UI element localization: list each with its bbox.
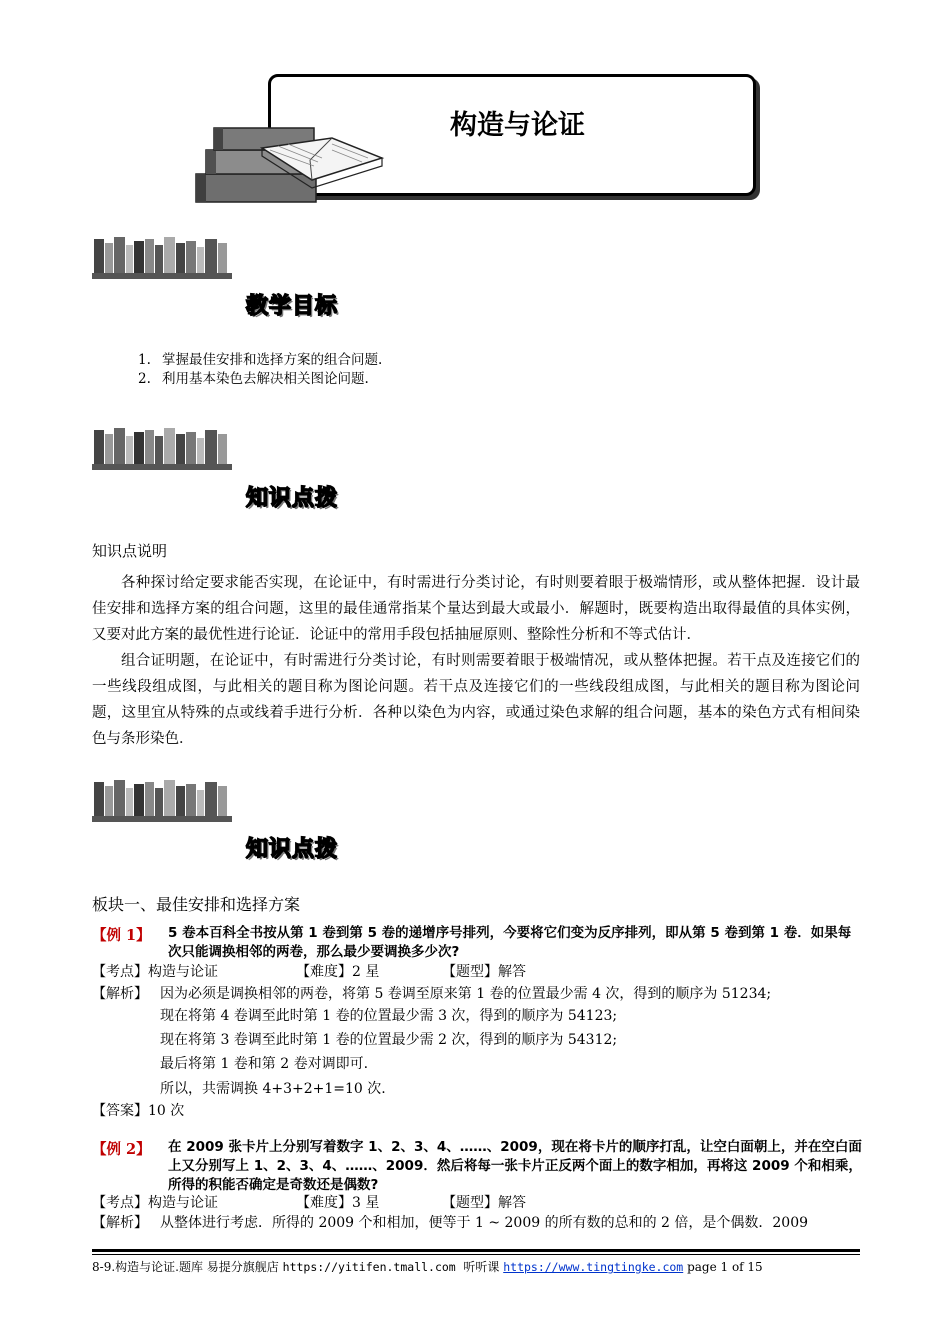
jiexi-line: 现在将第 3 卷调至此时第 1 卷的位置最少需 2 次，得到的顺序为 54312; [160,1032,618,1048]
footer [92,1258,763,1275]
footer-rule-thin [92,1254,860,1255]
bookshelf-icon [92,233,237,281]
kaodian-value: 构造与论证 [148,964,218,980]
goal-item [138,351,382,370]
page-title: 构造与论证 [450,110,585,141]
tixing-label: 【题型】 [442,964,498,980]
knowledge-paragraph: 组合证明题，在论证中，有时需进行分类讨论，有时则需要着眼于极端情况，或从整体把握。若干点及连接它们的一些线段组成图，与此相关的题目称为图论问题。若干点及连接它们的一些线段组成图，与此相关的题目称为图论问题，这里宜从特殊的点或线着手进行分析．各种以染色为内容，或通过染色求解的组合问题，基本的染色方式有相间染色与条形染色． [92,653,860,747]
jiexi-line: 最后将第 1 卷和第 2 卷对调即可. [160,1056,369,1072]
knowledge-heading: 知识点说明 [92,542,168,560]
nandu-value: 3 星 [352,1195,380,1211]
footer-brand-link[interactable]: https://www.tingtingke.com [503,1260,684,1274]
example-meta-row [92,961,218,983]
goal-item [138,370,369,389]
goal-text: 掌握最佳安排和选择方案的组合问题. [162,352,383,368]
kaodian-label: 【考点】 [92,1195,148,1211]
section-title-knowledge: 知识点拨 [246,486,339,511]
knowledge-body [92,570,860,752]
goal-number: 1. [138,352,151,368]
block-heading: 板块一、最佳安排和选择方案 [92,895,301,914]
answer-row [92,1100,184,1122]
goal-number: 2. [138,371,151,387]
section-title-goals: 教学目标 [246,294,339,319]
footer-shop: 易提分旗舰店 [206,1260,279,1274]
bookshelf-icon [92,776,237,824]
example-meta-row [442,961,526,983]
example-label: 【例 1】 [92,927,151,944]
example-meta-row [442,1192,526,1214]
kaodian-label: 【考点】 [92,964,148,980]
jiexi-line: 所以，共需调换 4+3+2+1=10 次. [160,1081,386,1097]
daan-value: 10 次 [148,1103,185,1119]
jiexi-line: 因为必须是调换相邻的两卷，将第 5 卷调至原来第 1 卷的位置最少需 4 次，得到的顺序为 51234; [160,986,772,1002]
jiexi-line: 从整体进行考虑．所得的 2009 个和相加，便等于 1 ~ 2009 的所有数的总和的 2 倍，是个偶数．2009 [160,1215,809,1231]
books-illustration [192,108,392,208]
bookshelf-icon [92,424,237,472]
section-title-knowledge-2: 知识点拨 [246,837,339,862]
footer-rule [92,1249,860,1252]
footer-brand: 听听课 [463,1260,500,1274]
example-label: 【例 2】 [92,1141,151,1158]
footer-doc-name: 8-9.构造与论证.题库 [92,1260,203,1274]
daan-label: 【答案】 [92,1103,148,1119]
jiexi-line: 现在将第 4 卷调至此时第 1 卷的位置最少需 3 次，得到的顺序为 54123; [160,1008,618,1024]
footer-page-number: page 1 of 15 [687,1260,763,1274]
tixing-value: 解答 [498,964,526,980]
tixing-label: 【题型】 [442,1195,498,1211]
tixing-value: 解答 [498,1195,526,1211]
knowledge-paragraph: 各种探讨给定要求能否实现，在论证中，有时需进行分类讨论，有时则要着眼于极端情形，或从整体把握．设计最佳安排和选择方案的组合问题，这里的最佳通常指某个量达到最大或最小．解题时，既要构造出取得最值的具体实例，又要对此方案的最优性进行论证．论证中的常用手段包括抽屉原则、整除性分析和不等式估计． [92,575,860,643]
example-question: 5 卷本百科全书按从第 1 卷到第 5 卷的递增序号排列，今要将它们变为反序排列，即从第 5 卷到第 1 卷．如果每次只能调换相邻的两卷，那么最少要调换多少次? [168,925,852,960]
kaodian-value: 构造与论证 [148,1195,218,1211]
jiexi-label: 【解析】 [92,986,148,1002]
jiexi-label: 【解析】 [92,1215,148,1231]
goal-text: 利用基本染色去解决相关图论问题. [162,371,369,387]
example-meta-row [296,961,379,983]
footer-shop-url[interactable]: https://yitifen.tmall.com [282,1260,456,1274]
example-meta-row [296,1192,379,1214]
nandu-value: 2 星 [352,964,380,980]
nandu-label: 【难度】 [296,1195,352,1211]
nandu-label: 【难度】 [296,964,352,980]
example-meta-row [92,1192,218,1214]
example-question: 在 2009 张卡片上分别写着数字 1、2、3、4、……、2009，现在将卡片的顺序打乱，让空白面朝上，并在空白面上又分别写上 1、2、3、4、……、2009．然后将每一张卡片正反两个面上的数字相加，再将这 2009 个和相乘，所得的积能否确定是奇数还是偶数? [168,1139,862,1193]
